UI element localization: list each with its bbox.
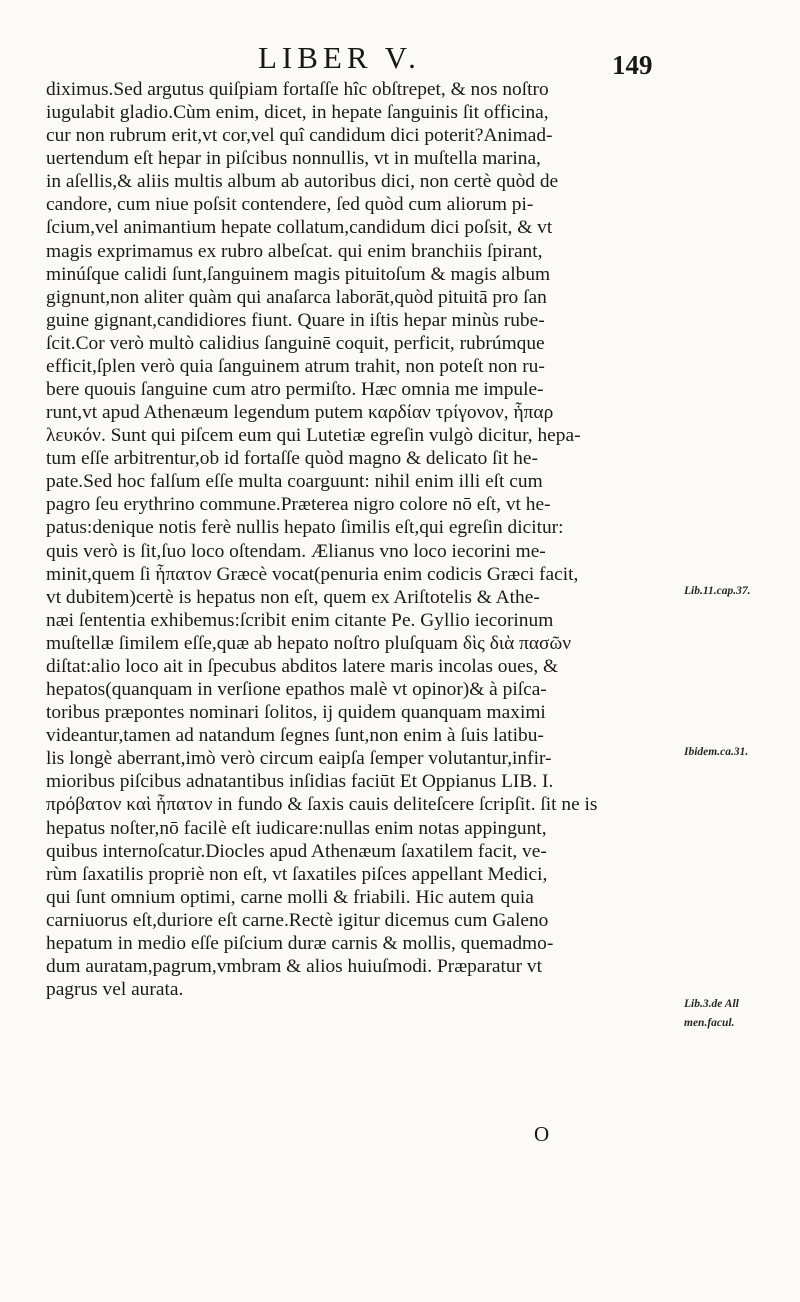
body-text — [46, 78, 638, 1001]
text-line: mioribus piſcibus adnatantibus inſidias faciūt Et Oppianus LIB. I. — [46, 771, 554, 793]
margin-note: Lib.11.cap.37. — [684, 585, 751, 597]
text-line: magis exprimamus ex rubro albeſcat. qui enim branchiis ſpirant, — [46, 240, 543, 262]
text-line: gignunt,non aliter quàm qui anaſarca laborāt,quòd pituitā pro ſan — [46, 286, 547, 308]
text-line: uertendum eſt hepar in piſcibus nonnullis, vt in muſtella marina, — [46, 148, 541, 170]
text-line: carniuorus eſt,duriore eſt carne.Rectè igitur dicemus cum Galeno — [46, 909, 549, 931]
text-line: diſtat:alio loco ait in ſpecubus abditos latere maris incolas oues, & — [46, 655, 559, 677]
text-line: quis verò is ſit,ſuo loco oſtendam. Ælianus vno loco iecorini me- — [46, 540, 546, 562]
text-line: næi ſententia exhibemus:ſcribit enim citante Pe. Gyllio iecorinum — [46, 609, 554, 631]
text-line: videantur,tamen ad natandum ſegnes ſunt,non enim à ſuis latibu- — [46, 725, 544, 747]
text-line: candore, cum niue poſsit contendere, ſed quòd cum aliorum pi- — [46, 194, 534, 216]
text-line: cur non rubrum erit,vt cor,vel quî candidum dici poterit?Animad- — [46, 125, 553, 147]
text-line: λευκόν. Sunt qui piſcem eum qui Lutetiæ egreſin vulgò dicitur, hepa- — [46, 425, 581, 447]
margin-note: men.facul. — [684, 1017, 735, 1029]
text-line: hepatos(quanquam in verſione epathos malè vt opinor)& à piſca- — [46, 679, 547, 701]
text-line: iugulabit gladio.Cùm enim, dicet, in hepate ſanguinis ſit officina, — [46, 102, 549, 124]
text-line: ſcit.Cor verò multò calidius ſanguinē coquit, perficit, rubrúmque — [46, 332, 545, 354]
text-line: toribus præpontes nominari ſolitos, ij quidem quanquam maximi — [46, 702, 546, 724]
text-line: hepatum in medio eſſe piſcium duræ carnis & mollis, quemadmo- — [46, 932, 554, 954]
margin-note: Ibidem.ca.31. — [684, 746, 749, 758]
text-line: dum auratam,pagrum,vmbram & alios huiuſmodi. Præparatur vt — [46, 955, 542, 977]
text-line: minit,quem ſi ἧπατον Græcè vocat(penuria enim codicis Græci facit, — [46, 563, 579, 585]
text-line: bere quouis ſanguine cum atro permiſto. Hæc omnia me impule- — [46, 379, 544, 401]
text-line: hepatus noſter,nō facilè eſt iudicare:nullas enim notas appingunt, — [46, 817, 547, 839]
text-line: diximus.Sed argutus quiſpiam fortaſſe hîc obſtrepet, & nos noſtro — [46, 79, 549, 100]
text-line: vt dubitem)certè is hepatus non eſt, quem ex Ariſtotelis & Athe- — [46, 586, 540, 608]
catchword: O — [534, 1122, 550, 1146]
text-line: πρόβατον καὶ ἧπατον in fundo & ſaxis cauis delitеſcere ſcripſit. ſit ne is — [46, 794, 598, 816]
text-line: qui ſunt omnium optimi, carne molli & friabili. Hic autem quia — [46, 886, 534, 908]
page-header — [0, 40, 800, 80]
running-head: LIBER V. — [258, 40, 421, 75]
text-line: lis longè aberrant,imò verò circum eaipſa ſemper volutantur,infir- — [46, 748, 552, 770]
text-line: pagro ſeu erythrino commune.Præterea nigro colore nō eſt, vt he- — [46, 494, 551, 516]
text-line: runt,vt apud Athenæum legendum putem καρδίαν τρίγονον, ἧπαρ — [46, 402, 554, 424]
text-line: guine gignant,candidiores fiunt. Quare in iſtis hepar minùs rube- — [46, 309, 545, 331]
text-line: minúſque calidi ſunt,ſanguinem magis pituitoſum & magis album — [46, 263, 551, 285]
text-line: in aſellis,& aliis multis album ab autoribus dici, non certè quòd de — [46, 171, 559, 193]
text-line: tum eſſe arbitrentur,ob id fortaſſe quòd magno & delicato ſit he- — [46, 448, 538, 470]
text-line: muſtellæ ſimilem eſſe,quæ ab hepato noſtro pluſquam δὶς διὰ πασῶν — [46, 632, 572, 654]
text-line: ſcium,vel animantium hepate collatum,candidum dici poſsit, & vt — [46, 217, 553, 239]
text-line: pate.Sed hoc falſum eſſe multa coarguunt: nihil enim illi eſt cum — [46, 471, 543, 493]
text-line: pagrus vel aurata. — [46, 979, 184, 1001]
text-line: rùm ſaxatilis propriè non eſt, vt ſaxatiles piſces appellant Medici, — [46, 863, 548, 885]
text-line: efficit,ſplen verò quia ſanguinem atrum trahit, non poteſt non ru- — [46, 355, 545, 377]
text-line: patus:denique notis ferè nullis hepato ſimilis eſt,qui egreſin dicitur: — [46, 517, 564, 539]
text-line: quibus internoſcatur.Diocles apud Athenæum ſaxatilem facit, ve- — [46, 840, 547, 862]
margin-note: Lib.3.de All — [684, 998, 739, 1010]
page-number: 149 — [612, 50, 653, 80]
